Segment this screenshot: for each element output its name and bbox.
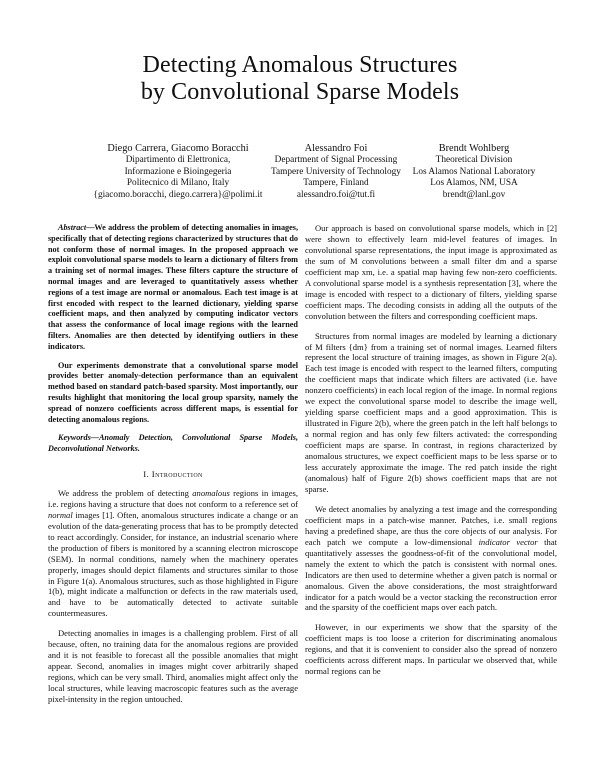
abstract [48,223,298,425]
emphasis-normal: normal [48,509,73,520]
keywords-text: —Anomaly Detection, Convolutional Sparse Models, Deconvolutional Networks. [48,433,298,454]
right-column [305,223,557,686]
text-run: We address the problem of detecting [58,487,193,498]
title-line-2: by Convolutional Sparse Models [140,79,460,105]
left-column [48,223,298,714]
affiliation-line: Los Alamos, NM, USA [430,178,518,189]
paper-title [0,52,600,106]
section-heading-introduction [48,469,298,480]
author-email: brendt@lanl.gov [442,189,506,200]
affiliation-line: Tampere University of Technology [271,166,401,177]
author-affiliation-lanl [374,143,574,201]
body-paragraph-1: Our approach is based on convolutional sparse models, which in [2] were shown to effectively learn mid-level features of images. In convolutional sparse representations, the input image is approximated as the sum of M convolutions between a small filter dm and a sparse coefficient map xm, i.e. a spatial map having few non-zero coefficients. A convolutional sparse model is a synthesis representation [3], where the image is encoded with respect to a dictionary of filters, yielding sparse coefficient maps. The decoding consists in adding all the outputs of the convolution between the filters and corresponding coefficient maps. [305,223,557,321]
section-numeral: I. [143,468,150,479]
author-name: Diego Carrera, Giacomo Boracchi [107,143,249,154]
title-line-1: Detecting Anomalous Structures [142,52,458,78]
affiliation-line: Informazione e Bioingegeria [124,166,232,177]
affiliation-line: Tampere, Finland [303,178,369,189]
keywords-label: Keywords [58,433,91,443]
intro-paragraph-2: Detecting anomalies in images is a challenging problem. First of all because, often, no training data for the anomalous regions are provided and it is not feasible to forecast all the possible anomalies that might appear. Second, anomalies in images might cover arbitrarily shaped regions, which can be very small. Third, anomalies might affect only the local structures, while leaving macroscopic features such as the average pixel-intensity in the region untouched. [48,628,298,705]
author-name: Brendt Wohlberg [438,143,510,154]
section-title: Introduction [151,468,203,479]
emphasis-anomalous: anomalous [192,487,230,498]
affiliation-line: Department of Signal Processing [274,155,398,166]
author-email: {giacomo.boracchi, diego.carrera}@polimi.it [93,189,263,200]
affiliation-line: Los Alamos National Laboratory [412,166,536,177]
abstract-paragraph-1 [48,223,298,353]
author-name: Alessandro Foi [304,143,368,154]
intro-paragraph-1 [48,488,298,619]
emphasis-indicator-vector: indicator vector [478,536,538,547]
author-email: alessandro.foi@tut.fi [296,189,376,200]
author-block [0,143,600,213]
body-paragraph-4: However, in our experiments we show that the sparsity of the coefficient maps is too loose a criterion for discriminating anomalous regions, and that it is convenient to consider also the spread of nonzero coefficients across different maps. In particular we observed that, while normal regions can be [305,622,557,677]
abstract-text: —We address the problem of detecting anomalies in images, specifically that of detecting regions characterized by structures that do not conform those of normal images. In the proposed approach we exploit convolutional sparse models to learn a dictionary of filters from a training set of normal images. These filters capture the structure of normal images and are leveraged to quantitatively assess whether regions of a test image are normal or anomalous. Each test image is at first encoded with respect to the learned dictionary, yielding sparse coefficient maps, and then analyzed by computing indicator vectors that assess the conformance of local image regions with the learned filters. Anomalies are then detected by identifying outliers in these indicators. [48,223,298,351]
keywords [48,433,298,455]
body-paragraph-2: Structures from normal images are modeled by learning a dictionary of M filters {dm} from a training set of normal images. Learned filters represent the local structure of training images, as shown in Figure 2(a). Each test image is encoded with respect to the learned filters, computing the coefficient maps that indicate which filters are activated (i.e. have nonzero coefficients) in each local region of the image. In normal regions we expect the convolutional sparse model to describe the image well, yielding sparse coefficient maps and a good approximation. This is illustrated in Figure 2(b), where the green patch in the left half belongs to a normal region and has only few filters activated: the corresponding coefficient maps are sparse. In contrast, in regions characterized by anomalous structures, we expect coefficient maps to be less sparse or to less accurately approximate the image. The red patch inside the right (anomalous) half of Figure 2(b) shows coefficient maps that are not sparse. [305,330,557,494]
text-run: regions in images, i.e. regions having a structure that does not conform to a reference set of [48,487,298,509]
affiliation-line: Dipartimento di Elettronica, [125,155,231,166]
affiliation-line: Politecnico di Milano, Italy [126,178,230,189]
text-run: We detect anomalies by analyzing a test image and the corresponding coefficient maps in a patch-wise manner. Patches, i.e. small regions having a predefined shape, are thus the core objects of our analysis. For each patch we compute a low-dimensional [305,503,557,547]
text-run: images [1]. Often, anomalous structures indicate a change or an evolution of the data-generating process that has to be promptly detected to react accordingly. Consider, for instance, an industrial scenario where the production of fibers is monitored by a scanning electron microscope (SEM). In normal conditions, namely when the machinery operates properly, images should depict filaments and structures similar to those in Figure 1(a). Anomalous structures, such as those highlighted in Figure 1(b), might indicate a malfunction or defects in the raw materials used, and have to be automatically detected to activate suitable countermeasures. [48,509,298,619]
body-paragraph-3 [305,504,557,614]
abstract-paragraph-2: Our experiments demonstrate that a convolutional sparse model provides better anomaly-detection performance than an equivalent method based on standard patch-based sparsity. Most importantly, our results highlight that monitoring the local group sparsity, namely the spread of nonzero coefficients across different maps, is essential for detecting anomalous regions. [48,360,298,424]
text-run: that quantitatively assesses the goodness-of-fit of the convolutional model, namely the extent to which the patch is consistent with normal ones. Indicators are then used to determine whether a given patch is normal or anomalous. Given the above considerations, the most straightforward indicator for a patch would be a vector stacking the reconstruction error and the sparsity of the coefficient maps over each patch. [305,536,557,613]
affiliation-line: Theoretical Division [435,155,513,166]
abstract-label: Abstract [58,223,87,232]
